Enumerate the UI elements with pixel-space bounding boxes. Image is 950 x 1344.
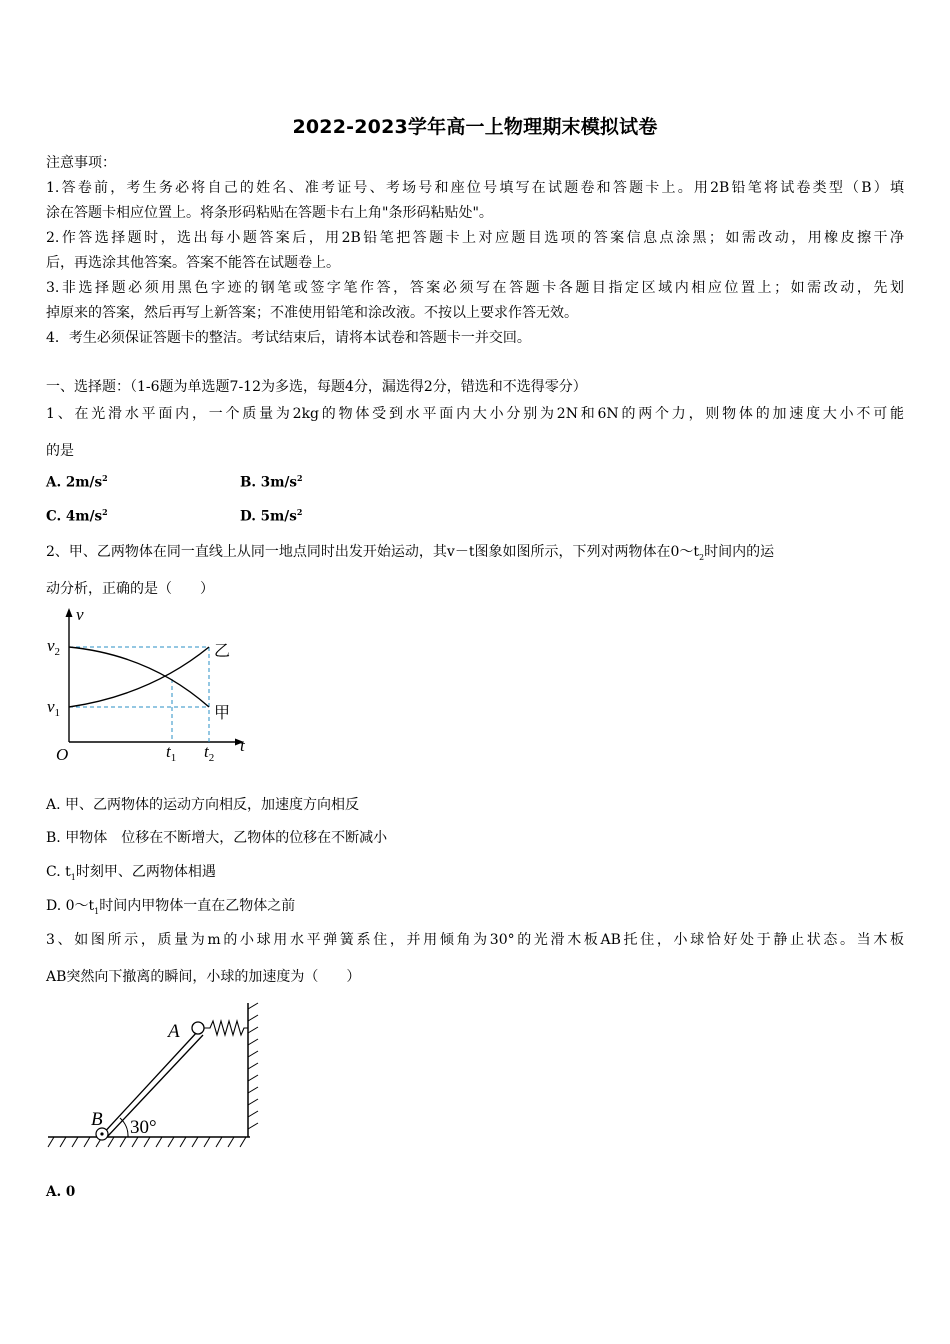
q3-spring	[204, 1021, 248, 1035]
q2-t1-label: $t_1$	[166, 742, 177, 764]
q2-t-axis-label: t	[240, 736, 245, 755]
q2-vt-graph	[40, 600, 260, 770]
q2-stem-line-2: 动分析，正确的是（ ）	[46, 581, 214, 597]
q2-jia-label: 甲	[214, 703, 231, 722]
exam-title: 2022-2023学年高一上物理期末模拟试卷	[292, 116, 658, 138]
q3-stem-line-2: AB突然向下撤离的瞬间，小球的加速度为（ ）	[46, 969, 361, 985]
q3-hinge-pin	[100, 1132, 103, 1135]
q3-label-a: A	[168, 1021, 180, 1042]
q1-option-a: A. $2m/s^2$	[46, 473, 108, 491]
notice-line-6: 掉原来的答案，然后再写上新答案；不准使用铅笔和涂改液。不按以上要求作答无效。	[46, 305, 578, 321]
q3-option-a: A. 0	[46, 1184, 76, 1200]
q1-stem-line-2: 的是	[46, 443, 74, 459]
q2-v-axis-arrow	[66, 608, 73, 617]
q1-stem-line-1: 1、在光滑水平面内，一个质量为2kg的物体受到水平面内大小分别为2N和6N的两个力，则物体的加速度大小不可能	[46, 406, 904, 422]
notice-line-2: 涂在答题卡相应位置上。将条形码粘贴在答题卡右上角"条形码粘贴处"。	[46, 205, 493, 221]
q3-ball	[192, 1022, 204, 1034]
q3-label-b: B	[91, 1109, 103, 1130]
q2-option-b: B. 甲物体 位移在不断增大，乙物体的位移在不断减小	[46, 830, 388, 846]
notice-line-4: 后，再选涂其他答案。答案不能答在试题卷上。	[46, 255, 340, 271]
q2-yi-curve	[69, 647, 209, 707]
q2-option-c: C. $t_1$时刻甲、乙两物体相遇	[46, 864, 216, 882]
q2-v1-label: $v_1$	[47, 697, 61, 719]
notice-heading: 注意事项：	[46, 155, 116, 171]
q2-option-d: D. $0\sim t_1$时间内甲物体一直在乙物体之前	[46, 898, 296, 916]
q2-stem-line-1: 2、甲、乙两物体在同一直线上从同一地点同时出发开始运动，其v－t图象如图所示，下列对两物体在$0\sim t_2$时间内的运	[46, 544, 775, 562]
notice-line-5: 3.非选择题必须用黑色字迹的钢笔或签字笔作答，答案必须写在答题卡各题目指定区域内相应位置上；如需改动，先划	[46, 280, 904, 296]
q2-option-a: A. 甲、乙两物体的运动方向相反，加速度方向相反	[46, 797, 360, 813]
q3-ground-hatching	[48, 1137, 246, 1147]
q3-incline-figure	[40, 995, 270, 1160]
q2-origin-label: O	[56, 745, 69, 764]
q3-angle-label: 30°	[130, 1117, 157, 1138]
q2-yi-label: 乙	[214, 641, 231, 660]
q3-stem-line-1: 3、如图所示，质量为m的小球用水平弹簧系住，并用倾角为30°的光滑木板AB托住，小球恰好处于静止状态。当木板	[46, 932, 904, 948]
notice-line-3: 2.作答选择题时，选出每小题答案后，用2B铅笔把答题卡上对应题目选项的答案信息点涂黑；如需改动，用橡皮擦干净	[46, 230, 904, 246]
q2-jia-curve	[69, 647, 209, 707]
q3-wall-hatching	[248, 1003, 258, 1129]
notice-line-7: 4．考生必须保证答题卡的整洁。考试结束后，请将本试卷和答题卡一并交回。	[46, 330, 531, 346]
q2-v-axis-label: v	[76, 605, 84, 624]
q3-angle-arc	[120, 1118, 128, 1137]
q1-option-d: D. $5m/s^2$	[240, 507, 303, 525]
q1-option-b: B. $3m/s^2$	[240, 473, 303, 491]
notice-line-1: 1.答卷前，考生务必将自己的姓名、准考证号、考场号和座位号填写在试题卷和答题卡上。用2B铅笔将试卷类型（B）填	[46, 180, 904, 196]
q1-option-c: C. $4m/s^2$	[46, 507, 108, 525]
q2-v2-label: $v_2$	[47, 636, 61, 658]
section-heading: 一、选择题：（1-6题为单选题7-12为多选，每题4分，漏选得2分，错选和不选得零分）	[46, 379, 587, 395]
q2-t2-label: $t_2$	[204, 742, 215, 764]
